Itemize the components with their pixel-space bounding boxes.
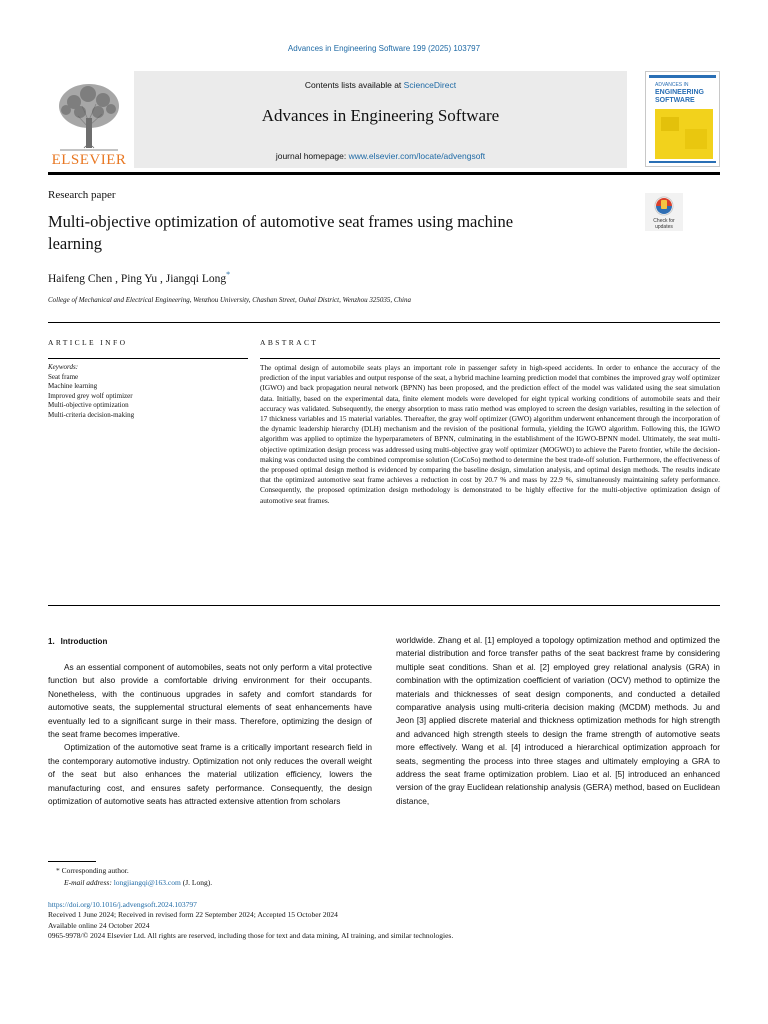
- elsevier-tree-icon: [48, 76, 130, 168]
- homepage-link[interactable]: www.elsevier.com/locate/advengsoft: [348, 151, 486, 161]
- contents-line: [134, 80, 627, 90]
- email-label: E-mail address:: [64, 878, 112, 887]
- elsevier-wordmark: ELSEVIER: [51, 152, 127, 168]
- contents-prefix: Contents lists available at: [304, 80, 404, 90]
- email-note: [64, 877, 720, 889]
- crossmark-icon: [645, 193, 683, 231]
- footnote-rule: [48, 861, 96, 862]
- online-date: Available online 24 October 2024: [48, 920, 150, 930]
- body-column-left: [48, 661, 372, 808]
- abstract-rule: [260, 358, 720, 359]
- keywords-block: [48, 363, 248, 420]
- journal-cover-thumbnail[interactable]: [645, 71, 720, 167]
- paper-title: Multi-objective optimization of automotive seat frames using machine learning: [48, 212, 514, 253]
- body-paragraph: worldwide. Zhang et al. [1] employed a topology optimization method and optimized the material distribution and force transfer paths of the seat backrest frame by considering multiple seat conditions. Shan et al. [2] employed grey relational analysis (GRA) in combination with the optimization coefficient of variation (OCV) method to optimize the materials and thicknesses of seat design components, and conducted a detailed comparative analysis using multi-criteria decision making (MCDM) methods. Ju and Jeon [3] applied discrete material and thickness optimization methods for high strength and advanced high strength steels to design the frame strength of automotive seats more effectively. Wang et al. [4] introduced a hierarchical optimization approach for seats, segmenting the process into three stages and ultimately employing a GRA to address the seat frame optimization problem. Liao et al. [5] introduced an enhanced version of the gray Euclidean relationship analysis (GERA) method, based on Euclidean distance,: [396, 635, 720, 806]
- keyword-item: Seat frame: [48, 372, 79, 381]
- check-for-updates-badge[interactable]: [645, 193, 683, 231]
- journal-title: Advances in Engineering Software: [261, 106, 500, 125]
- homepage-line: [134, 151, 627, 161]
- keyword-item: Multi-criteria decision-making: [48, 410, 135, 419]
- keyword-item: Improved grey wolf optimizer: [48, 391, 133, 400]
- sciencedirect-link[interactable]: ScienceDirect: [403, 80, 457, 90]
- journal-cover-image: [645, 71, 720, 167]
- cover-line-1: ADVANCES IN: [655, 82, 689, 88]
- abstract-heading: ABSTRACT: [260, 338, 319, 347]
- affiliation: College of Mechanical and Electrical Engineering, Wenzhou University, Chashan Street, Ouhai District, Wenzhou 325035, China: [48, 296, 411, 304]
- received-dates: Received 1 June 2024; Received in revised form 22 September 2024; Accepted 15 October 2024: [48, 910, 338, 920]
- corresponding-author-note: * Corresponding author.: [56, 866, 129, 875]
- keywords-label: Keywords:: [48, 363, 79, 371]
- elsevier-logo[interactable]: [48, 76, 130, 168]
- body-paragraph: Optimization of the automotive seat frame is a critically important research field in the contemporary automotive industry. Optimization not only reduces the overall weight of the seat but also enhances the material utilization efficiency, lowers the manufacturing cost, and ensures safety performance. Consequently, the design optimization of automotive seats has attracted extensive attention from scholars: [48, 742, 372, 807]
- divider: [48, 605, 720, 606]
- keyword-item: Multi-objective optimization: [48, 401, 129, 409]
- email-link[interactable]: longjiangqi@163.com: [113, 878, 181, 887]
- article-info-rule: [48, 358, 248, 359]
- header-divider: [48, 172, 720, 175]
- article-info-heading: ARTICLE INFO: [48, 338, 128, 347]
- cover-line-3: SOFTWARE: [655, 97, 695, 104]
- email-suffix: (J. Long).: [180, 878, 213, 887]
- author-list: [48, 270, 230, 285]
- section-title: Introduction: [60, 637, 108, 646]
- corresponding-author-mark[interactable]: *: [226, 270, 231, 279]
- section-heading: [48, 637, 113, 646]
- homepage-prefix: journal homepage:: [275, 151, 349, 161]
- copyright-notice: 0965-9978/© 2024 Elsevier Ltd. All rights are reserved, including those for text and data mining, AI training, and similar technologies.: [48, 930, 454, 940]
- cover-line-2: ENGINEERING: [655, 89, 705, 96]
- crossmark-text-2: updates: [655, 224, 673, 230]
- abstract-text: The optimal design of automobile seats plays an important role in passenger safety in high-speed accidents. In order to enhance the accuracy of the prediction of the input variables and output response of the seat, a hybrid machine learning prediction model that combines the improved gray wolf optimizer (IGWO) and back propagation neural network (BPNN) has been proposed, and the prediction effect of the model was validated using the seat simulation data. Initially, based on the experimental data, finite element models were developed for eight typical working conditions of automobile seats and their accuracy was validated. Subsequently, the energy absorption to mass ratio method was employed to screen the design variables, resulting in the selection of 17 thickness variables and 15 material variables. Thereafter, the gray wolf optimizer (GWO) algorithm underwent enhancement through the incorporation of the dynamic leadership hierarchy (DLH) mechanism and the revision of the positional formula, yielding the IGWO algorithm. Following this, the IGWO algorithm was applied to optimize the hyperparameters of BPNN, culminating in the establishment of the IGWO-BPNN model. Ultimately, the seat multi-objective optimization design process was addressed using multi-objective gray wolf optimizer (MOGWO) to achieve the Pareto frontier, while the decision-making was conducted using the combined compromise solution (CoCoSo) method to determine the best trade-off solution. Furthermore, the effectiveness of the proposed optimal design method is evidenced by comparing the baseline design, simulation analysis, and optimal design methods. The results indicate that the optimized automotive seat frame achieves a reduction in cost by 20.7 % and mass by 22.9 %, simultaneously maintaining safety performance. Consequently, the proposed optimization design methodology is demonstrated to be highly effective for the multi-objective optimization design of automotive seat frames.: [260, 363, 720, 505]
- section-number: 1.: [48, 637, 55, 646]
- doi-link[interactable]: https://doi.org/10.1016/j.advengsoft.2024.103797: [48, 900, 197, 909]
- publication-info: [48, 900, 720, 941]
- journal-reference[interactable]: Advances in Engineering Software 199 (2025) 103797: [287, 44, 481, 53]
- footnotes: [48, 865, 720, 889]
- keyword-item: Machine learning: [48, 382, 98, 390]
- divider: [48, 322, 720, 323]
- authors-names[interactable]: Haifeng Chen , Ping Yu , Jiangqi Long: [48, 272, 227, 285]
- article-type: Research paper: [48, 189, 116, 201]
- body-column-right: [396, 634, 720, 808]
- crossmark-text-1: Check for: [653, 218, 675, 224]
- body-paragraph: As an essential component of automobiles, seats not only perform a vital protective function but also provide a comfortable driving environment for their occupants. Nonetheless, with the continuous upgrades in safety and comfort standards for automotive seats, the supplemental structural elements of seat enhancements have eventually led to a significant surge in their mass. Therefore, optimizing the design of the seat frame becomes imperative.: [48, 662, 372, 740]
